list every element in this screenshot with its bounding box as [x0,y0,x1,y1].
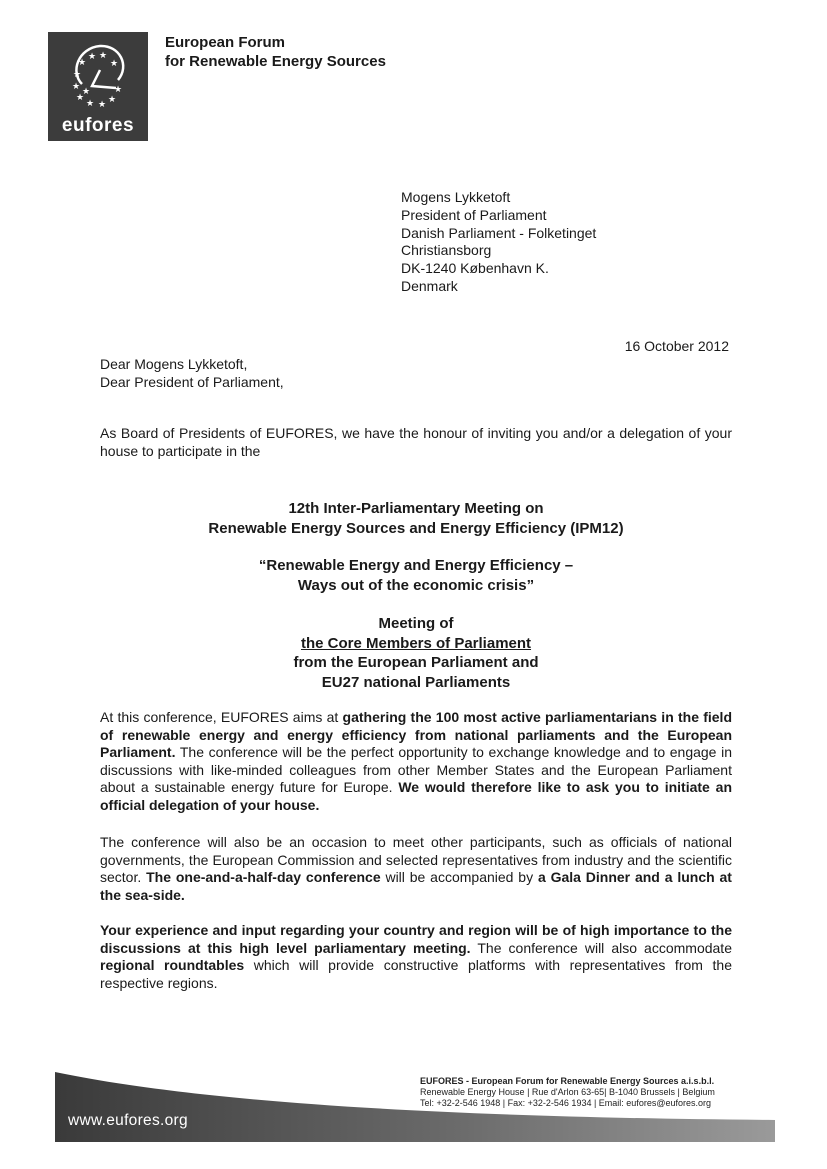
logo-wordmark: eufores [61,115,135,136]
meeting-line1: Meeting of [378,615,454,632]
svg-text:★: ★ [98,100,107,110]
event-title-line1: 12th Inter-Parliamentary Meeting on [288,500,544,517]
paragraph-conference-aims: At this conference, EUFORES aims at gathering the 100 most active parliamentarians in the field of renewable energy and energy efficiency from national parliaments and the European Parliament. The conference will be the perfect opportunity to exchange knowledge and to engage in discussions with like-minded colleagues from other Member States and the European Parliament about a sustainable energy future for Europe. We would therefore like to ask you to initiate an official delegation of your house. [100,709,733,813]
paragraph-experience: Your experience and input regarding your country and region will be of high importance to the discussions at this high level parliamentary meeting. The conference will also accommodate regional roundtables which will provide constructive platforms with representatives from the respective regions. [100,922,732,991]
recipient-title: President of Parliament [401,206,547,223]
svg-text:★: ★ [73,70,82,80]
meeting-description [100,614,732,692]
eufores-logo [48,32,148,141]
salutation [100,356,284,391]
svg-text:★: ★ [114,85,123,95]
meeting-line4: EU27 national Parliaments [321,673,511,691]
letter-date: 16 October 2012 [624,338,729,354]
footer-line2: Renewable Energy House | Rue d'Arlon 63-65| B-1040 Brussels | Belgium [420,1087,715,1097]
event-title-line2: Renewable Energy Sources and Energy Efficiency (IPM12) [208,519,624,537]
recipient-postcode-city: DK-1240 København K. [401,260,549,277]
footer-line1: EUFORES - European Forum for Renewable Energy Sources a.i.s.b.l. [420,1076,715,1086]
svg-text:★: ★ [82,87,91,97]
paragraph-participants: The conference will also be an occasion to meet other participants, such as officials of national governments, the European Commission and selected representatives from industry and the scientific sector. The one-and-a-half-day conference will be accompanied by a Gala Dinner and a lunch at the sea-side. [100,834,732,903]
svg-text:★: ★ [72,82,81,92]
recipient-institution: Danish Parliament - Folketinget [401,224,597,241]
svg-text:★: ★ [86,99,95,109]
event-title [100,499,732,538]
footer-contact [420,1076,715,1109]
svg-text:★: ★ [108,95,117,105]
event-subtitle-line2: Ways out of the economic crisis” [297,576,535,594]
intro-paragraph: As Board of Presidents of EUFORES, we have the honour of inviting you and/or a delegation of your house to participate in the [100,425,732,459]
org-name-line1: European Forum [165,34,286,51]
svg-text:★: ★ [110,59,119,69]
svg-text:★: ★ [76,93,85,103]
salutation-line2: Dear President of Parliament, [100,373,284,390]
meeting-line2: the Core Members of Parliament [300,634,532,652]
svg-text:★: ★ [99,51,108,61]
footer-website-link[interactable]: www.eufores.org [68,1112,188,1129]
salutation-line1: Dear Mogens Lykketoft, [100,356,248,372]
event-subtitle-line1: “Renewable Energy and Energy Efficiency – [258,557,574,574]
recipient-name: Mogens Lykketoft [401,189,511,205]
event-subtitle [100,556,732,595]
svg-text:★: ★ [88,52,97,62]
recipient-address [401,189,596,296]
org-name-line2: for Renewable Energy Sources [165,53,386,70]
svg-text:★: ★ [78,58,87,68]
meeting-line3: from the European Parliament and [293,654,539,671]
recipient-country: Denmark [401,277,458,294]
recipient-building: Christiansborg [401,242,492,259]
footer-line3: Tel: +32-2-546 1948 | Fax: +32-2-546 1934 | Email: eufores@eufores.org [420,1098,711,1108]
organization-name [165,33,386,71]
